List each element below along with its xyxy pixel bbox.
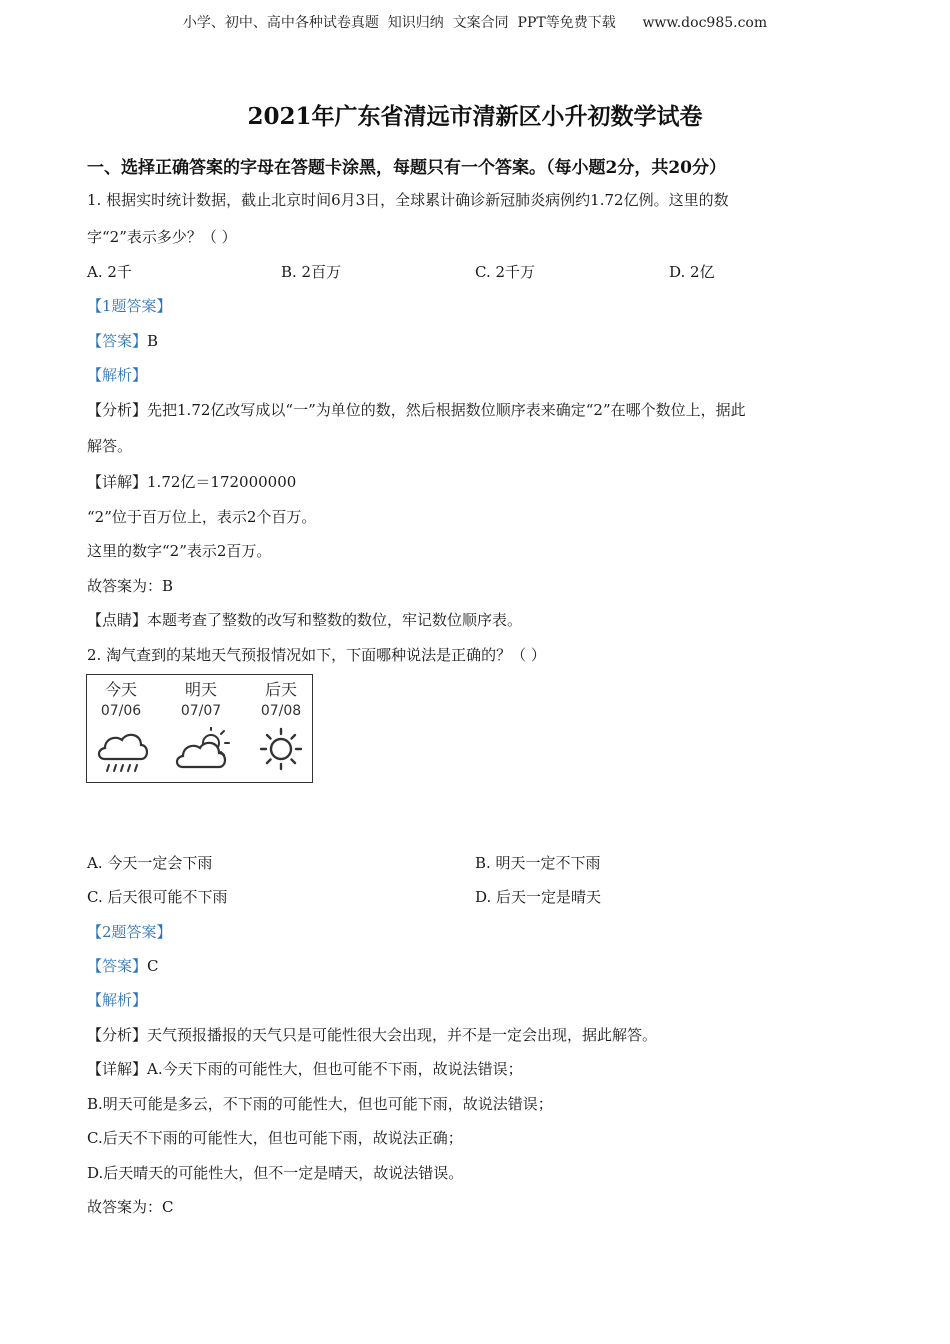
- q2-final: 故答案为：C: [87, 1198, 174, 1216]
- q1-detail-line2: “2”位于百万位上，表示2个百万。: [87, 508, 317, 526]
- page-header: 小学、初中、高中各种试卷真题 知识归纳 文案合同 PPT等免费下载 www.doc985.com: [182, 15, 768, 31]
- q2-option-c: C. 后天很可能不下雨: [87, 888, 228, 906]
- q1-analysis-tag: 【解析】: [87, 366, 148, 384]
- weather-date-2: 07/07: [180, 703, 222, 719]
- section-heading: 一、选择正确答案的字母在答题卡涂黑，每题只有一个答案。（每小题2分，共20分）: [87, 158, 726, 178]
- q1-fenxi: [87, 400, 746, 420]
- q2-detail: [87, 1059, 523, 1079]
- q1-final: 故答案为：B: [87, 577, 174, 595]
- weather-date-1: 07/06: [100, 703, 142, 719]
- answer-value: B: [147, 332, 159, 350]
- q1-option-d: D. 2亿: [669, 263, 715, 281]
- dianjing-text: 本题考查了整数的改写和整数的数位，牢记数位顺序表。: [147, 611, 523, 629]
- weather-date-3: 07/08: [260, 703, 302, 719]
- answer-value: C: [147, 957, 159, 975]
- q2-answer: [87, 956, 159, 976]
- detail-text: 1.72亿＝172000000: [147, 473, 297, 491]
- q1-option-a: A. 2千: [87, 263, 132, 281]
- q2-analysis-tag: 【解析】: [87, 991, 148, 1009]
- q2-answer-tag: 【2题答案】: [87, 923, 172, 941]
- fenxi-text: 先把1.72亿改写成以“一”为单位的数，然后根据数位顺序表来确定“2”在哪个数位上，据此: [147, 401, 746, 419]
- detail-label: 【详解】: [87, 473, 148, 491]
- page-title: 2021年广东省清远市清新区小升初数学试卷: [247, 103, 703, 130]
- q1-fenxi-line2: 解答。: [87, 437, 133, 455]
- answer-label: 【答案】: [87, 332, 148, 350]
- q1-answer: [87, 331, 158, 351]
- sun-icon: [259, 727, 303, 771]
- q2-detail-c: C.后天不下雨的可能性大，但也可能下雨，故说法正确；: [87, 1129, 463, 1147]
- q2-fenxi: [87, 1025, 657, 1045]
- q2-option-a: A. 今天一定会下雨: [87, 854, 213, 872]
- weather-day-3: 后天: [264, 680, 297, 699]
- q1-detail-line3: 这里的数字“2”表示2百万。: [87, 542, 272, 560]
- q1-option-b: B. 2百万: [281, 263, 342, 281]
- detail-label: 【详解】: [87, 1060, 148, 1078]
- q2-detail-b: B.明天可能是多云，不下雨的可能性大，但也可能下雨，故说法错误；: [87, 1095, 553, 1113]
- q1-stem-line2: 字“2”表示多少？（ ）: [87, 228, 237, 246]
- detail-text: A.今天下雨的可能性大，但也可能不下雨，故说法错误；: [147, 1060, 523, 1078]
- q2-stem: 2. 淘气查到的某地天气预报情况如下，下面哪种说法是正确的？（ ）: [87, 646, 546, 664]
- q2-option-b: B. 明天一定不下雨: [475, 854, 601, 872]
- q1-answer-tag: 【1题答案】: [87, 297, 172, 315]
- weather-day-2: 明天: [184, 680, 217, 699]
- weather-forecast-figure: [86, 674, 313, 783]
- fenxi-label: 【分析】: [87, 401, 148, 419]
- q2-option-d: D. 后天一定是晴天: [475, 888, 602, 906]
- q1-dianjing: [87, 610, 522, 630]
- q1-stem-line1: 1. 根据实时统计数据，截止北京时间6月3日，全球累计确诊新冠肺炎病例约1.72亿例。这里的数: [87, 191, 729, 209]
- partly-cloudy-icon: [173, 727, 233, 775]
- answer-label: 【答案】: [87, 957, 148, 975]
- q1-detail: [87, 472, 296, 492]
- fenxi-text: 天气预报播报的天气只是可能性很大会出现，并不是一定会出现，据此解答。: [147, 1026, 658, 1044]
- dianjing-label: 【点睛】: [87, 611, 148, 629]
- q2-detail-d: D.后天晴天的可能性大，但不一定是晴天，故说法错误。: [87, 1164, 464, 1182]
- rain-cloud-icon: [95, 727, 151, 775]
- weather-day-1: 今天: [104, 680, 137, 699]
- fenxi-label: 【分析】: [87, 1026, 148, 1044]
- q1-option-c: C. 2千万: [475, 263, 536, 281]
